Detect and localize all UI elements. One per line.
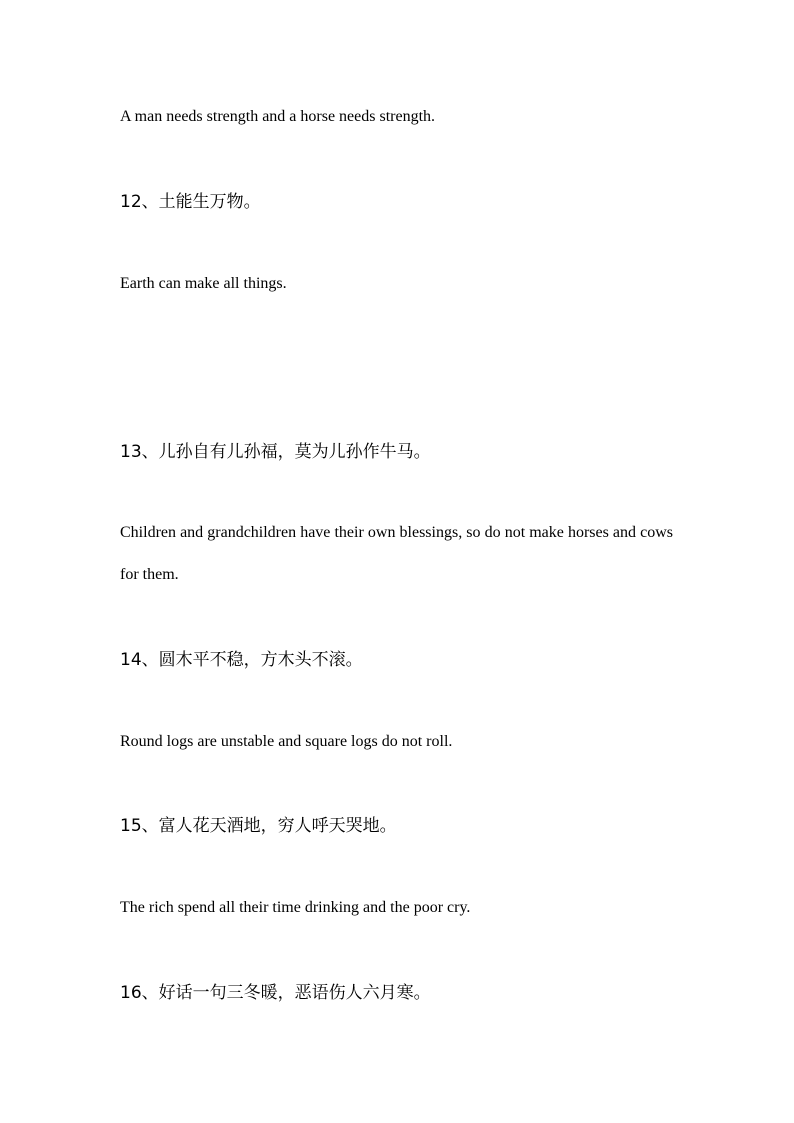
proverb-13: 13、儿孙自有儿孙福，莫为儿孙作牛马。: [120, 442, 431, 462]
translation-15: The rich spend all their time drinking and the poor cry.: [120, 899, 471, 916]
proverb-14: 14、圆木平不稳，方木头不滚。: [120, 650, 363, 670]
translation-13: Children and grandchildren have their own blessings, so do not make horses and cows for them.: [120, 524, 673, 583]
translation-14: Round logs are unstable and square logs do not roll.: [120, 733, 453, 750]
proverb-12: 12、土能生万物。: [120, 192, 261, 212]
translation-11: A man needs strength and a horse needs strength.: [120, 108, 436, 125]
translation-12: Earth can make all things.: [120, 275, 287, 292]
proverb-15: 15、富人花天酒地，穷人呼天哭地。: [120, 816, 397, 836]
proverb-16: 16、好话一句三冬暖，恶语伤人六月寒。: [120, 983, 431, 1003]
